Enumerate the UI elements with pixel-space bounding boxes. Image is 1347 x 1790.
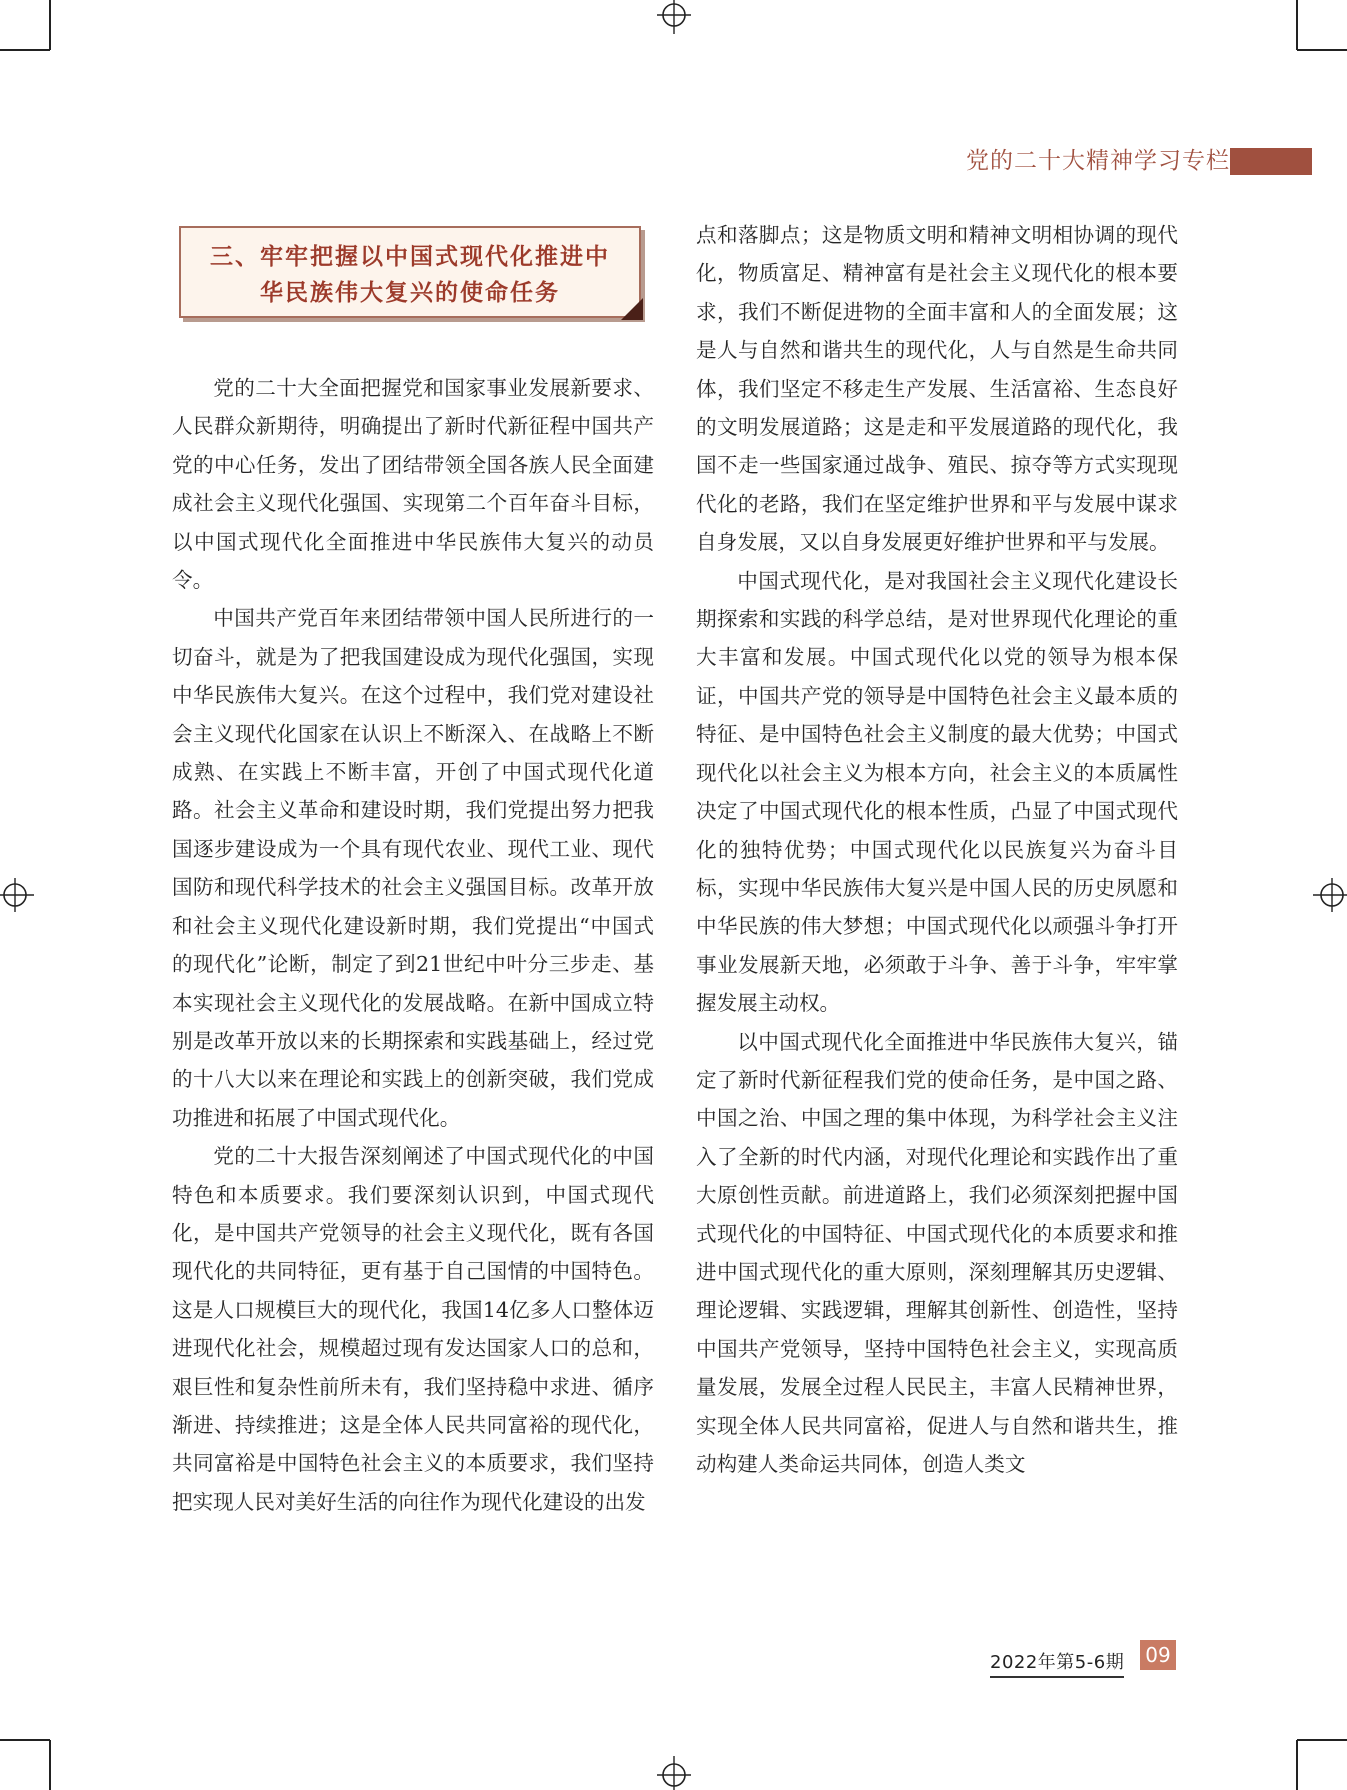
crop-mark [49, 1740, 51, 1790]
column-label-bar [1230, 148, 1312, 175]
issue-label: 2022年第5-6期 [990, 1648, 1124, 1678]
crop-mark [0, 49, 50, 51]
body-paragraph: 中国式现代化，是对我国社会主义现代化建设长期探索和实践的科学总结，是对世界现代化理论的重大丰富和发展。中国式现代化以党的领导为根本保证，中国共产党的领导是中国特色社会主义最本质的特征、是中国特色社会主义制度的最大优势；中国式现代化以社会主义为根本方向，社会主义的本质属性决定了中国式现代化的根本性质，凸显了中国式现代化的独特优势；中国式现代化以民族复兴为奋斗目标，实现中华民族伟大复兴是中国人民的历史夙愿和中华民族的伟大梦想；中国式现代化以顽强斗争打开事业发展新天地，必须敢于斗争、善于斗争，牢牢掌握发展主动权。 [696, 568, 1178, 1016]
body-paragraph: 党的二十大全面把握党和国家事业发展新要求、人民群众新期待，明确提出了新时代新征程中国共产党的中心任务，发出了团结带领全国各族人民全面建成社会主义现代化强国、实现第二个百年奋斗目标，以中国式现代化全面推进中华民族伟大复兴的动员令。 [172, 376, 654, 593]
crop-mark [0, 1739, 50, 1741]
crop-mark [49, 0, 51, 50]
left-column [172, 369, 654, 1521]
section-heading-box [179, 226, 641, 318]
crop-mark [1297, 1739, 1347, 1741]
corner-fold-icon [621, 298, 643, 320]
crop-mark [1296, 0, 1298, 50]
registration-mark-icon [1313, 878, 1347, 912]
body-paragraph: 以中国式现代化全面推进中华民族伟大复兴，锚定了新时代新征程我们党的使命任务，是中国之路、中国之治、中国之理的集中体现，为科学社会主义注入了全新的时代内涵，对现代化理论和实践作出了重大原创性贡献。前进道路上，我们必须深刻把握中国式现代化的中国特征、中国式现代化的本质要求和推进中国式现代化的重大原则，深刻理解其历史逻辑、理论逻辑、实践逻辑，理解其创新性、创造性，坚持中国共产党领导，坚持中国特色社会主义，实现高质量发展，发展全过程人民民主，丰富人民精神世界，实现全体人民共同富裕，促进人与自然和谐共生，推动构建人类命运共同体，创造人类文 [696, 1029, 1178, 1476]
page-number: 09 [1140, 1640, 1176, 1670]
registration-mark-icon [0, 878, 34, 912]
registration-mark-icon [657, 0, 691, 34]
section-title-line-2: 华民族伟大复兴的使命任务 [260, 280, 560, 306]
right-column [696, 216, 1178, 1483]
section-title-line-1: 三、牢牢把握以中国式现代化推进中 [210, 244, 610, 270]
crop-mark [1296, 1740, 1298, 1790]
column-label: 党的二十大精神学习专栏 [966, 148, 1230, 174]
body-paragraph: 党的二十大报告深刻阐述了中国式现代化的中国特色和本质要求。我们要深刻认识到，中国式现代化，是中国共产党领导的社会主义现代化，既有各国现代化的共同特征，更有基于自己国情的中国特色。这是人口规模巨大的现代化，我国14亿多人口整体迈进现代化社会，规模超过现有发达国家人口的总和，艰巨性和复杂性前所未有，我们坚持稳中求进、循序渐进、持续推进；这是全体人民共同富裕的现代化，共同富裕是中国特色社会主义的本质要求，我们坚持把实现人民对美好生活的向往作为现代化建设的出发 [172, 1144, 654, 1514]
registration-mark-icon [657, 1756, 691, 1790]
body-paragraph: 中国共产党百年来团结带领中国人民所进行的一切奋斗，就是为了把我国建设成为现代化强国，实现中华民族伟大复兴。在这个过程中，我们党对建设社会主义现代化国家在认识上不断深入、在战略上不断成熟、在实践上不断丰富，开创了中国式现代化道路。社会主义革命和建设时期，我们党提出努力把我国逐步建设成为一个具有现代农业、现代工业、现代国防和现代科学技术的社会主义强国目标。改革开放和社会主义现代化建设新时期，我们党提出“中国式的现代化”论断，制定了到21世纪中叶分三步走、基本实现社会主义现代化的发展战略。在新中国成立特别是改革开放以来的长期探索和实践基础上，经过党的十八大以来在理论和实践上的创新突破，我们党成功推进和拓展了中国式现代化。 [172, 606, 654, 1130]
body-paragraph-continued: 点和落脚点；这是物质文明和精神文明相协调的现代化，物质富足、精神富有是社会主义现代化的根本要求，我们不断促进物的全面丰富和人的全面发展；这是人与自然和谐共生的现代化，人与自然是生命共同体，我们坚定不移走生产发展、生活富裕、生态良好的文明发展道路；这是走和平发展道路的现代化，我国不走一些国家通过战争、殖民、掠夺等方式实现现代化的老路，我们在坚定维护世界和平与发展中谋求自身发展，又以自身发展更好维护世界和平与发展。 [696, 223, 1178, 555]
crop-mark [1297, 49, 1347, 51]
